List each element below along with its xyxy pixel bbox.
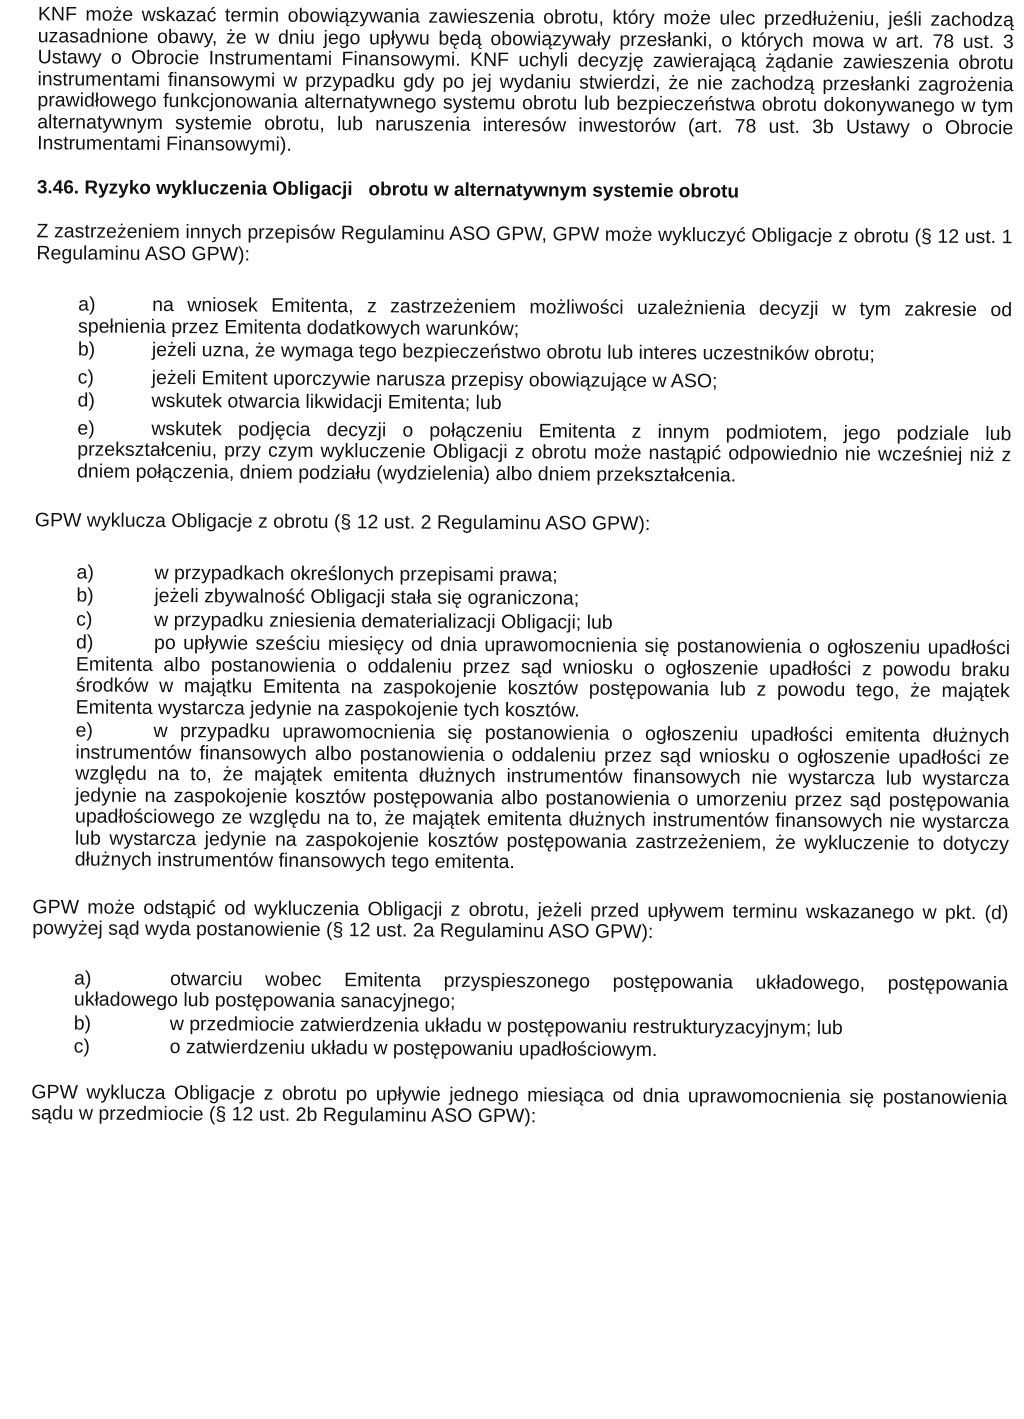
list-item-text: wskutek otwarcia likwidacji Emitenta; lub <box>151 389 502 415</box>
list-marker: e) <box>77 416 95 440</box>
list-item-text: w przypadku uprawomocnienia się postanowienia o ogłoszeniu upadłości emitenta dłużnych instrumentów finansowych albo postanowienia o oddaleniu przez sąd wniosku o ogłoszenie upadłości ze względu na to, że majątek emitenta dłużnych instrumentów finansowych nie wystarcza lub wystarcza jedynie na zaspokojenie kosztów postępowania albo postanowienia o umorzeniu przez sąd postępowania upadłościowego ze względu na to, że majątek emitenta dłużnych instrumentów finansowych nie wystarcza lub wystarcza jedynie na zaspokojenie kosztów postępowania zastrzeżeniem, że wykluczenie to dotyczy dłużnych instrumentów finansowych tego emitenta. <box>74 719 1010 874</box>
exclusion-optional-list <box>35 294 1012 488</box>
list-marker: d) <box>77 389 95 412</box>
list-item-text: jeżeli uzna, że wymaga tego bezpieczeństwo obrotu lub interes uczestników obrotu; <box>151 338 875 366</box>
list-item-text: na wniosek Emitenta, z zastrzeżeniem możliwości uzależnienia decyzji w tym zakresie od spełnienia przez Emitenta dodatkowych warunków; <box>77 293 1013 340</box>
list-marker: b) <box>77 338 96 361</box>
list-marker: c) <box>73 1035 90 1058</box>
list-item-text: w przypadku zniesienia dematerializacji Obligacji; lub <box>154 608 613 634</box>
list-marker: c) <box>77 365 95 389</box>
closing-paragraph: GPW wyklucza Obligacje z obrotu po upływie jednego miesiąca od dnia uprawomocnienia się postanowienia sądu w przedmiocie (§ 12 ust. 2b Regulaminu ASO GPW): <box>31 1080 1008 1128</box>
list-item <box>74 968 1008 1017</box>
list-item-text: jeżeli zbywalność Obligacji stała się ograniczona; <box>154 584 580 610</box>
list-item <box>78 339 1012 366</box>
list-marker: b) <box>76 584 94 607</box>
section-lead-paragraph: Z zastrzeżeniem innych przepisów Regulaminu ASO GPW, GPW może wykluczyć Obligacje z obrotu (§ 12 ust. 1 Regulaminu ASO GPW): <box>36 220 1013 266</box>
list-item <box>77 390 1011 417</box>
list-item <box>75 720 1010 876</box>
list-item <box>78 294 1012 343</box>
list-marker: d) <box>76 631 94 654</box>
list-item <box>77 418 1011 488</box>
list-item-text: jeżeli Emitent uporczywie narusza przepisy obowiązujące w ASO; <box>151 366 718 392</box>
exclusion-waiver-list <box>32 968 1009 1064</box>
list-marker: a) <box>78 293 96 316</box>
intro-paragraph: KNF może wskazać termin obowiązywania zawieszenia obrotu, który może ulec przedłużeniu, jeśli zachodzą uzasadnione obawy, że w dniu jego upływu będą obowiązywały przesłanki, o których mowa w art. 78 ust. 3 Ustawy o Obrocie Instrumentami Finansowymi. KNF uchyli decyzję zawierającą żądanie zawieszenia obrotu instrumentami finansowymi w przypadku gdy po jej wydaniu stwierdzi, że nie zachodzą przesłanki zagrożenia prawidłowego funkcjonowania alternatywnego systemu obrotu lub bezpieczeństwa obrotu dokonywanego w tym alternatywnym systemie obrotu, lub naruszenia interesów inwestorów (art. 78 ust. 3b Ustawy o Obrocie Instrumentami Finansowymi). <box>37 3 1014 156</box>
section-lead-paragraph-3: GPW może odstąpić od wykluczenia Obligacji z obrotu, jeżeli przed upływem terminu wskazanego w pkt. (d) powyżej sąd wyda postanowienie (§ 12 ust. 2a Regulaminu ASO GPW): <box>32 895 1009 944</box>
list-item-text: po upływie sześciu miesięcy od dnia uprawomocnienia się postanowienia o ogłoszeniu upadłości Emitenta albo postanowienia o oddaleniu przez sąd wniosku o ogłoszenie upadłości z powodu braku środków w majątku Emitenta na zaspokojenie kosztów postępowania lub z powodu tego, że majątek Emitenta wystarcza jedynie na zaspokojenie tych kosztów. <box>75 631 1011 722</box>
list-item-text: w przedmiocie zatwierdzenia układu w postępowaniu restrukturyzacyjnym; lub <box>169 1012 843 1039</box>
list-item-text: wskutek podjęcia decyzji o połączeniu Emitenta z innym podmiotem, jego podziale lub przekształceniu, przy czym wykluczenie Obligacji z obrotu może nastąpić odpowiednio nie wcześniej niż z dniem połączenia, dniem podziału (wydzielenia) albo dniem przekształcenia. <box>77 417 1012 487</box>
list-item <box>74 1036 1008 1063</box>
section-heading: 3.46. Ryzyko wykluczenia Obligacji obrotu w alternatywnym systemie obrotu <box>36 176 740 203</box>
list-marker: b) <box>73 1011 92 1035</box>
list-marker: c) <box>76 607 93 631</box>
list-item <box>76 632 1011 724</box>
list-marker: e) <box>75 719 93 742</box>
list-marker: a) <box>73 966 92 990</box>
list-item-text: otwarciu wobec Emitenta przyspieszonego postępowania układowego, postępowania układowego lub postępowania sanacyjnego; <box>73 967 1009 1013</box>
list-item-text: o zatwierdzeniu układu w postępowaniu upadłościowym. <box>169 1036 658 1062</box>
exclusion-mandatory-list <box>33 562 1011 877</box>
list-item-text: w przypadkach określonych przepisami prawa; <box>154 561 558 586</box>
list-marker: a) <box>76 560 94 584</box>
section-lead-paragraph-2: GPW wyklucza Obligacje z obrotu (§ 12 ust. 2 Regulaminu ASO GPW): <box>34 509 651 535</box>
